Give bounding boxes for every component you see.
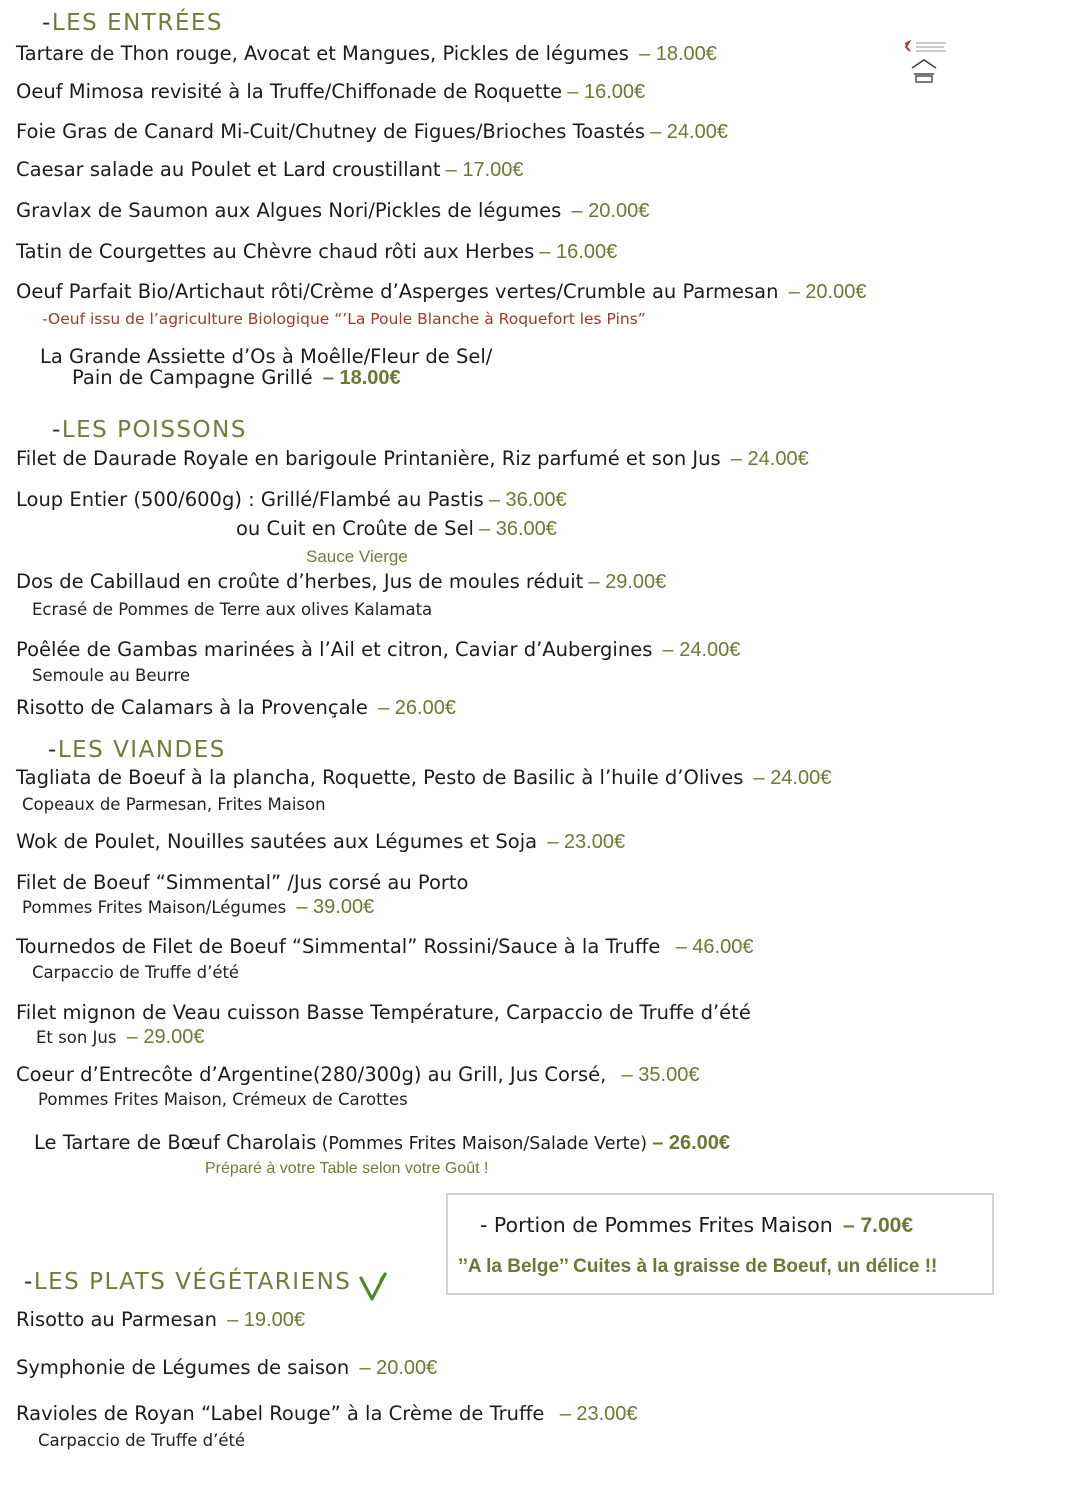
item-name: Filet de Boeuf “Simmental” /Jus corsé au Porto — [16, 871, 469, 894]
menu-item — [16, 42, 717, 66]
item-name: Risotto de Calamars à la Provençale — [16, 696, 368, 719]
menu-item — [22, 896, 374, 919]
item-sub: Pommes Frites Maison, Crémeux de Carottes — [38, 1090, 408, 1109]
item-price: – 16.00€ — [539, 241, 618, 263]
item-price: – 23.00€ — [559, 1403, 638, 1425]
box-title: - Portion de Pommes Frites Maison — [480, 1213, 833, 1237]
item-price: – 35.00€ — [621, 1064, 700, 1086]
menu-item — [16, 766, 831, 790]
item-price: – 29.00€ — [126, 1026, 205, 1048]
item-note: -Oeuf issu de l’agriculture Biologique “’La Poule Blanche à Roquefort les Pins” — [42, 310, 646, 328]
item-name: ou Cuit en Croûte de Sel — [236, 517, 474, 540]
item-name: Filet de Daurade Royale en barigoule Printanière, Riz parfumé et son Jus — [16, 447, 721, 470]
section-heading-entrees: -LES ENTRÉES — [42, 10, 224, 36]
section-heading-vegetariens: -LES PLATS VÉGÉTARIENS — [24, 1269, 352, 1295]
item-price: – 18.00€ — [322, 367, 401, 389]
item-name: Tatin de Courgettes au Chèvre chaud rôti aux Herbes — [16, 240, 535, 263]
item-name: Tagliata de Boeuf à la plancha, Roquette, Pesto de Basilic à l’huile d’Olives — [16, 766, 744, 789]
menu-item — [16, 1356, 437, 1380]
menu-item — [16, 240, 617, 264]
menu-item — [16, 80, 645, 104]
menu-item — [16, 1402, 638, 1426]
item-name: Caesar salade au Poulet et Lard croustillant — [16, 158, 441, 181]
item-name: Le Tartare de Bœuf Charolais — [34, 1131, 317, 1154]
item-name: Filet mignon de Veau cuisson Basse Température, Carpaccio de Truffe d’été — [16, 1001, 751, 1024]
section-title: LES POISSONS — [61, 417, 247, 443]
menu-item — [16, 158, 524, 182]
item-sub: Semoule au Beurre — [32, 666, 191, 685]
item-sub: Copeaux de Parmesan, Frites Maison — [22, 795, 326, 814]
menu-item — [16, 447, 809, 471]
menu-item — [36, 1026, 205, 1049]
item-detail: (Pommes Frites Maison/Salade Verte) — [321, 1134, 648, 1154]
menu-item — [16, 1308, 305, 1332]
item-name: Oeuf Parfait Bio/Artichaut rôti/Crème d’Asperges vertes/Crumble au Parmesan — [16, 280, 779, 303]
item-sub: Pommes Frites Maison/Légumes — [22, 898, 287, 917]
item-price: – 24.00€ — [662, 639, 741, 661]
item-price: – 20.00€ — [788, 281, 867, 303]
menu-item — [16, 935, 753, 959]
item-note: Sauce Vierge — [306, 547, 408, 566]
menu-item — [72, 366, 401, 390]
box-price: – 7.00€ — [842, 1214, 914, 1237]
item-price: – 36.00€ — [488, 489, 567, 511]
section-heading-poissons: -LES POISSONS — [52, 417, 247, 443]
item-price: – 24.00€ — [650, 121, 728, 143]
item-name: Loup Entier (500/600g) : Grillé/Flambé au Pastis — [16, 488, 484, 511]
menu-item — [34, 1131, 730, 1155]
item-name: Foie Gras de Canard Mi-Cuit/Chutney de Figues/Brioches Toastés — [16, 120, 646, 143]
item-name: Risotto au Parmesan — [16, 1308, 217, 1331]
item-price: – 36.00€ — [479, 518, 557, 540]
item-name: Coeur d’Entrecôte d’Argentine(280/300g) au Grill, Jus Corsé, — [16, 1063, 607, 1086]
item-name: Dos de Cabillaud en croûte d’herbes, Jus de moules réduit — [16, 570, 584, 593]
item-price: – 17.00€ — [445, 159, 524, 181]
leaf-v-icon — [358, 1270, 390, 1306]
item-sub: Carpaccio de Truffe d’été — [38, 1431, 246, 1450]
menu-item — [16, 199, 649, 223]
menu-item — [16, 120, 728, 144]
item-name: Tartare de Thon rouge, Avocat et Mangues, Pickles de légumes — [16, 42, 629, 65]
menu-item — [16, 696, 456, 720]
item-price: – 18.00€ — [639, 43, 717, 65]
item-price: – 24.00€ — [753, 767, 832, 789]
box-note: ’’A la Belge’’ Cuites à la graisse de Boeuf, un délice !! — [458, 1256, 938, 1277]
item-price: – 20.00€ — [359, 1357, 438, 1379]
item-price: – 39.00€ — [296, 896, 375, 918]
box-title-row — [480, 1213, 913, 1238]
menu-item — [16, 1063, 699, 1087]
section-heading-viandes: -LES VIANDES — [48, 737, 226, 763]
menu-item — [16, 570, 666, 594]
menu-item — [16, 638, 740, 662]
maison-logo-icon — [898, 38, 954, 90]
item-price: – 26.00€ — [378, 697, 456, 719]
menu-item — [16, 280, 866, 304]
item-price: – 26.00€ — [652, 1132, 731, 1154]
item-price: – 24.00€ — [730, 448, 809, 470]
item-name: Oeuf Mimosa revisité à la Truffe/Chiffonade de Roquette — [16, 80, 563, 103]
frites-box — [446, 1193, 994, 1295]
item-name: Symphonie de Légumes de saison — [16, 1356, 350, 1379]
item-note: Préparé à votre Table selon votre Goût ! — [205, 1160, 489, 1177]
item-name: Ravioles de Royan “Label Rouge” à la Crème de Truffe — [16, 1402, 545, 1425]
section-title: LES PLATS VÉGÉTARIENS — [33, 1269, 352, 1295]
item-price: – 16.00€ — [567, 81, 646, 103]
item-price: – 20.00€ — [571, 200, 650, 222]
item-name: Pain de Campagne Grillé — [72, 366, 313, 389]
item-price: – 46.00€ — [675, 936, 754, 958]
item-sub: Ecrasé de Pommes de Terre aux olives Kalamata — [32, 600, 433, 619]
item-price: – 19.00€ — [227, 1309, 305, 1331]
item-name: La Grande Assiette d’Os à Moêlle/Fleur de Sel/ — [40, 345, 493, 368]
item-name: Gravlax de Saumon aux Algues Nori/Pickles de légumes — [16, 199, 562, 222]
item-price: – 23.00€ — [547, 831, 626, 853]
menu-item — [16, 830, 625, 854]
item-name: Poêlée de Gambas marinées à l’Ail et citron, Caviar d’Aubergines — [16, 638, 653, 661]
section-title: LES VIANDES — [57, 737, 226, 763]
section-title: LES ENTRÉES — [51, 10, 224, 36]
menu-item — [16, 488, 567, 512]
item-name: Wok de Poulet, Nouilles sautées aux Légumes et Soja — [16, 830, 538, 853]
menu-item-alt — [236, 517, 557, 541]
item-sub: Et son Jus — [36, 1028, 117, 1047]
item-name: Tournedos de Filet de Boeuf “Simmental” Rossini/Sauce à la Truffe — [16, 935, 661, 958]
item-sub: Carpaccio de Truffe d’été — [32, 963, 240, 982]
item-price: – 29.00€ — [588, 571, 667, 593]
